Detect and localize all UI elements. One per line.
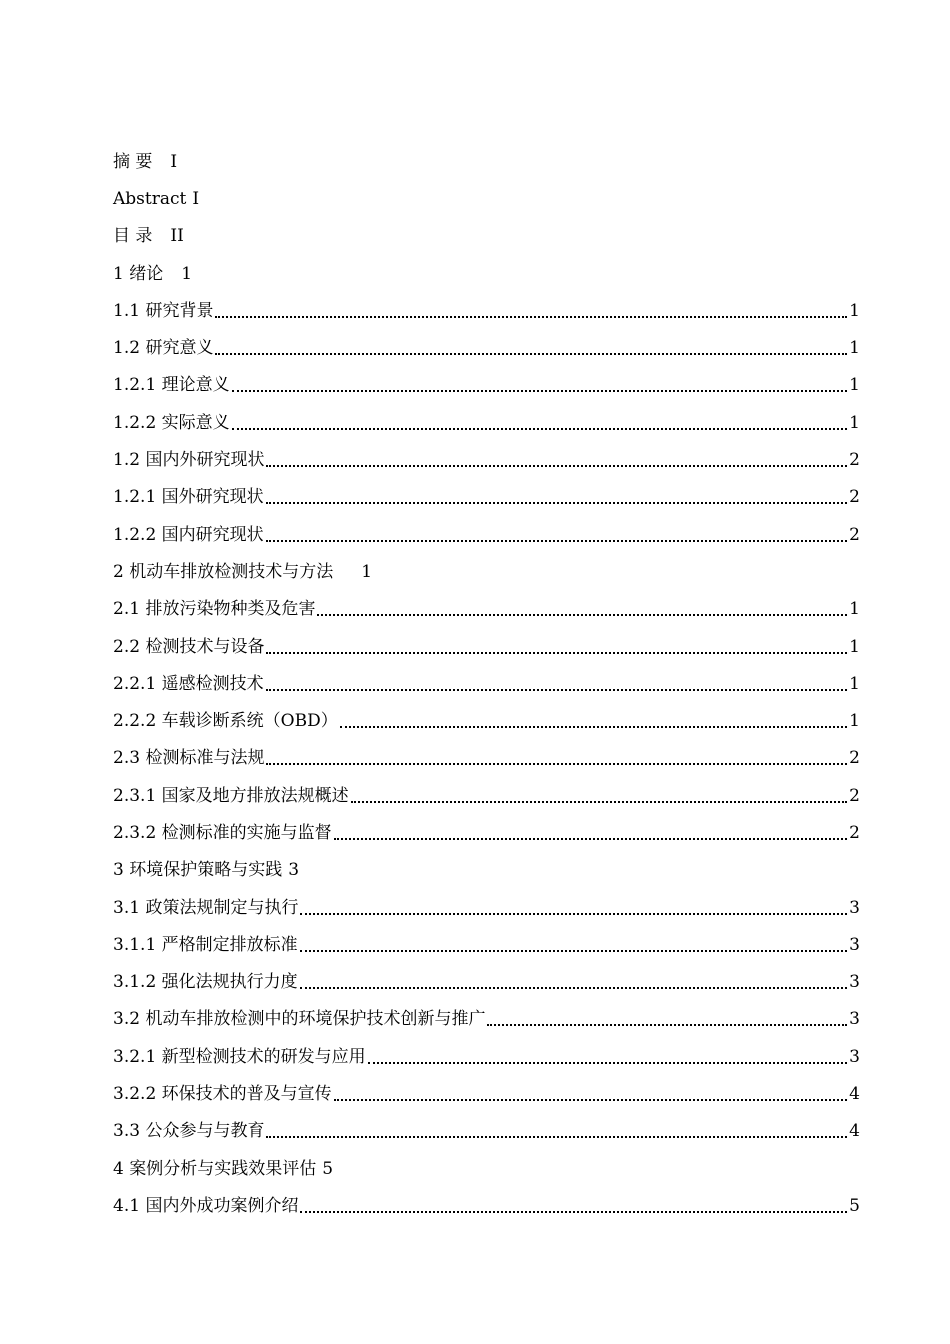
toc-entry[interactable]: [113, 591, 860, 628]
toc-entry-page: 5: [849, 1195, 860, 1216]
toc-leader-dots: [300, 913, 847, 915]
toc-entry-chapter-1[interactable]: [113, 255, 860, 292]
toc-entry-page: 3: [849, 934, 860, 955]
toc-entry-title: 3.2 机动车排放检测中的环境保护技术创新与推广: [113, 1009, 486, 1030]
toc-entry-page: 2: [849, 450, 860, 471]
toc-entry-page: 3: [849, 1009, 860, 1030]
toc-entry-page: 3: [849, 1046, 860, 1067]
toc-entry-page: 4: [849, 1121, 860, 1142]
toc-entry-title: 3.3 公众参与与教育: [113, 1121, 265, 1142]
toc-entry-page: 1: [849, 338, 860, 359]
toc-entry-title: 1.2.1 理论意义: [113, 375, 230, 396]
toc-entry[interactable]: [113, 441, 860, 478]
toc-leader-dots: [266, 540, 848, 542]
toc-entry[interactable]: [113, 740, 860, 777]
toc-leader-dots: [215, 316, 847, 318]
toc-entry-title: 3.1.2 强化法规执行力度: [113, 972, 298, 993]
toc-entry-title: 2.2.1 遥感检测技术: [113, 673, 264, 694]
toc-leader-dots: [340, 726, 847, 728]
toc-entry-title: Abstract: [113, 188, 187, 209]
toc-entry-page: 2: [849, 487, 860, 508]
toc-leader-dots: [334, 1099, 848, 1101]
toc-entry[interactable]: [113, 1001, 860, 1038]
toc-leader-dots: [215, 353, 847, 355]
toc-leader-dots: [266, 465, 847, 467]
toc-entry-title: 2.3 检测标准与法规: [113, 748, 265, 769]
toc-entry[interactable]: [113, 479, 860, 516]
toc-leader-dots: [368, 1062, 848, 1064]
toc-entry-title: 1.2.2 实际意义: [113, 412, 230, 433]
toc-entry-title: 2.3.1 国家及地方排放法规概述: [113, 785, 349, 806]
toc-entry-title: 2.2.2 车载诊断系统（OBD）: [113, 711, 338, 732]
toc-entry-title: 3.1.1 严格制定排放标准: [113, 934, 298, 955]
toc-leader-dots: [334, 838, 848, 840]
toc-entry-page: 2: [849, 785, 860, 806]
toc-entry[interactable]: [113, 926, 860, 963]
toc-leader-dots: [266, 689, 848, 691]
toc-entry-title: 目 录: [113, 226, 153, 247]
toc-entry-chapter-3[interactable]: [113, 852, 860, 889]
toc-entry-title: 2 机动车排放检测技术与方法: [113, 561, 334, 582]
toc-entry[interactable]: [113, 628, 860, 665]
toc-entry-page: 4: [849, 1084, 860, 1105]
toc-entry-page: 1: [849, 412, 860, 433]
toc-entry-page: 2: [849, 748, 860, 769]
toc-leader-dots: [266, 502, 848, 504]
toc-entry-title: 1.2.1 国外研究现状: [113, 487, 264, 508]
toc-entry[interactable]: [113, 1038, 860, 1075]
toc-entry-chapter-4[interactable]: [113, 1150, 860, 1187]
toc-entry-title: 3.2.2 环保技术的普及与宣传: [113, 1084, 332, 1105]
toc-entry-page: 1: [849, 599, 860, 620]
toc-entry-page: 1: [361, 561, 373, 582]
toc-entry-title: 1 绪论: [113, 263, 164, 284]
toc-leader-dots: [351, 801, 848, 803]
toc-entry-page: 1: [849, 711, 860, 732]
toc-entry-contents[interactable]: [113, 218, 860, 255]
toc-entry-title: 3.1 政策法规制定与执行: [113, 897, 299, 918]
toc-entry-page: 1: [849, 375, 860, 396]
toc-entry-chapter-2[interactable]: [113, 553, 860, 590]
toc-entry-page: II: [170, 226, 184, 247]
toc-entry-page: I: [192, 188, 200, 209]
toc-entry-page: 2: [849, 524, 860, 545]
toc-entry-page: 1: [181, 263, 193, 284]
toc-entry[interactable]: [113, 777, 860, 814]
toc-entry-title: 1.1 研究背景: [113, 300, 214, 321]
toc-entry-abstract-en[interactable]: [113, 180, 860, 217]
toc-entry[interactable]: [113, 1075, 860, 1112]
toc-entry-page: 1: [849, 300, 860, 321]
toc-entry[interactable]: [113, 702, 860, 739]
toc-entry[interactable]: [113, 964, 860, 1001]
toc-leader-dots: [300, 950, 848, 952]
toc-entry[interactable]: [113, 329, 860, 366]
toc-entry-title: 1.2 国内外研究现状: [113, 450, 265, 471]
table-of-contents: [113, 143, 860, 1225]
toc-entry[interactable]: [113, 404, 860, 441]
toc-leader-dots: [232, 390, 848, 392]
toc-entry-page: 3: [849, 897, 860, 918]
toc-entry[interactable]: [113, 665, 860, 702]
toc-entry-page: 2: [849, 822, 860, 843]
toc-entry[interactable]: [113, 292, 860, 329]
toc-entry-page: 1: [849, 636, 860, 657]
toc-entry-page: 3: [849, 972, 860, 993]
toc-leader-dots: [317, 614, 847, 616]
toc-entry-title: 3.2.1 新型检测技术的研发与应用: [113, 1046, 366, 1067]
toc-leader-dots: [300, 987, 848, 989]
toc-entry[interactable]: [113, 1113, 860, 1150]
toc-leader-dots: [487, 1024, 847, 1026]
toc-leader-dots: [232, 428, 848, 430]
toc-entry-page: 3: [288, 860, 300, 881]
toc-entry-title: 3 环境保护策略与实践: [113, 860, 283, 881]
toc-entry-page: I: [170, 151, 178, 172]
toc-leader-dots: [266, 1136, 847, 1138]
toc-entry[interactable]: [113, 889, 860, 926]
toc-entry[interactable]: [113, 516, 860, 553]
toc-entry-title: 4 案例分析与实践效果评估: [113, 1158, 317, 1179]
toc-entry-title: 4.1 国内外成功案例介绍: [113, 1195, 299, 1216]
toc-leader-dots: [266, 652, 847, 654]
toc-entry-page: 5: [322, 1158, 334, 1179]
toc-entry[interactable]: [113, 367, 860, 404]
toc-leader-dots: [266, 763, 847, 765]
toc-entry-title: 1.2 研究意义: [113, 338, 214, 359]
toc-entry-page: 1: [849, 673, 860, 694]
toc-entry-title: 2.2 检测技术与设备: [113, 636, 265, 657]
toc-entry-title: 1.2.2 国内研究现状: [113, 524, 264, 545]
toc-leader-dots: [300, 1211, 847, 1213]
toc-entry-title: 摘 要: [113, 151, 153, 172]
toc-entry[interactable]: [113, 814, 860, 851]
toc-entry-abstract-cn[interactable]: [113, 143, 860, 180]
toc-entry[interactable]: [113, 1187, 860, 1224]
toc-entry-title: 2.3.2 检测标准的实施与监督: [113, 822, 332, 843]
toc-entry-title: 2.1 排放污染物种类及危害: [113, 599, 316, 620]
